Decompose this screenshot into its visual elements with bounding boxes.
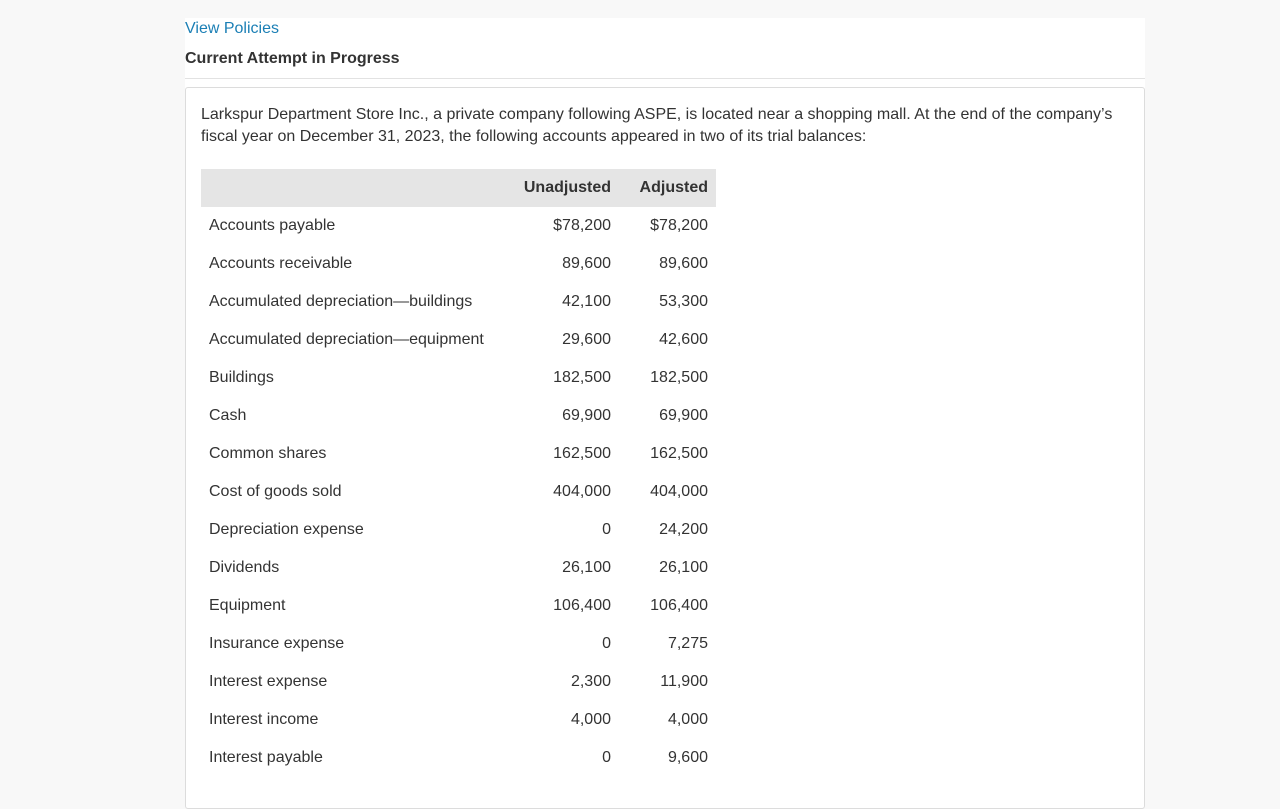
account-cell: Interest income <box>209 711 319 728</box>
table-row <box>201 359 716 397</box>
adjusted-cell: 404,000 <box>650 483 708 500</box>
adjusted-cell: 106,400 <box>650 597 708 614</box>
adjusted-cell: 9,600 <box>667 749 708 766</box>
divider <box>185 78 1145 79</box>
table-row <box>201 435 716 473</box>
table-row <box>201 397 716 435</box>
adjusted-cell: 53,300 <box>659 293 708 310</box>
table-row <box>201 739 716 777</box>
unadjusted-cell: 4,000 <box>570 711 611 728</box>
adjusted-cell: 11,900 <box>660 673 708 690</box>
table-row <box>201 207 716 245</box>
account-cell: Interest payable <box>209 749 323 766</box>
adjusted-cell: 7,275 <box>667 635 708 652</box>
table-row <box>201 663 716 701</box>
table-body <box>201 207 716 777</box>
table-row <box>201 283 716 321</box>
question-intro: Larkspur Department Store Inc., a private company following ASPE, is located near a shopping mall. At the end of the company’s fiscal year on December 31, 2023, the following accounts appeared in two of its trial balances: <box>201 106 1113 145</box>
adjusted-cell: 26,100 <box>659 559 708 576</box>
table-header-row <box>201 169 716 207</box>
table-row <box>201 511 716 549</box>
adjusted-cell: 182,500 <box>650 369 708 386</box>
unadjusted-cell: 89,600 <box>562 255 611 272</box>
table-row <box>201 587 716 625</box>
account-cell: Depreciation expense <box>209 521 364 538</box>
account-cell: Accumulated depreciation—equipment <box>209 331 484 348</box>
account-cell: Accumulated depreciation—buildings <box>209 293 473 310</box>
unadjusted-cell: 26,100 <box>562 559 611 576</box>
adjusted-cell: 69,900 <box>659 407 708 424</box>
unadjusted-cell: 106,400 <box>553 597 611 614</box>
account-cell: Buildings <box>209 369 274 386</box>
account-cell: Cost of goods sold <box>209 483 342 500</box>
account-cell: Insurance expense <box>209 635 345 652</box>
adjusted-cell: 42,600 <box>659 331 708 348</box>
account-cell: Accounts payable <box>209 217 336 234</box>
table-row <box>201 549 716 587</box>
unadjusted-cell: 0 <box>602 521 611 538</box>
adjusted-cell: 162,500 <box>650 445 708 462</box>
unadjusted-cell: 0 <box>602 635 611 652</box>
adjusted-cell: $78,200 <box>650 217 708 234</box>
trial-balance-table <box>201 169 716 777</box>
header-account <box>201 169 514 207</box>
adjusted-cell: 89,600 <box>659 255 708 272</box>
unadjusted-cell: 162,500 <box>553 445 611 462</box>
account-cell: Common shares <box>209 445 327 462</box>
unadjusted-cell: 0 <box>602 749 611 766</box>
view-policies-link[interactable]: View Policies <box>185 20 279 37</box>
account-cell: Cash <box>209 407 247 424</box>
account-cell: Accounts receivable <box>209 255 353 272</box>
header-adjusted: Adjusted <box>639 179 708 196</box>
adjusted-cell: 24,200 <box>659 521 708 538</box>
attempt-status-label: Current Attempt in Progress <box>185 50 400 67</box>
unadjusted-cell: 69,900 <box>562 407 611 424</box>
adjusted-cell: 4,000 <box>667 711 708 728</box>
unadjusted-cell: 182,500 <box>553 369 611 386</box>
header-unadjusted: Unadjusted <box>523 179 611 196</box>
table-row <box>201 473 716 511</box>
unadjusted-cell: $78,200 <box>553 217 611 234</box>
content-panel <box>185 18 1145 798</box>
unadjusted-cell: 29,600 <box>562 331 611 348</box>
account-cell: Equipment <box>209 597 286 614</box>
table-row <box>201 701 716 739</box>
table-row <box>201 321 716 359</box>
unadjusted-cell: 42,100 <box>562 293 611 310</box>
account-cell: Interest expense <box>209 673 328 690</box>
account-cell: Dividends <box>209 559 280 576</box>
question-box <box>185 87 1145 809</box>
table-row <box>201 625 716 663</box>
table-row <box>201 245 716 283</box>
unadjusted-cell: 404,000 <box>553 483 611 500</box>
unadjusted-cell: 2,300 <box>570 673 611 690</box>
